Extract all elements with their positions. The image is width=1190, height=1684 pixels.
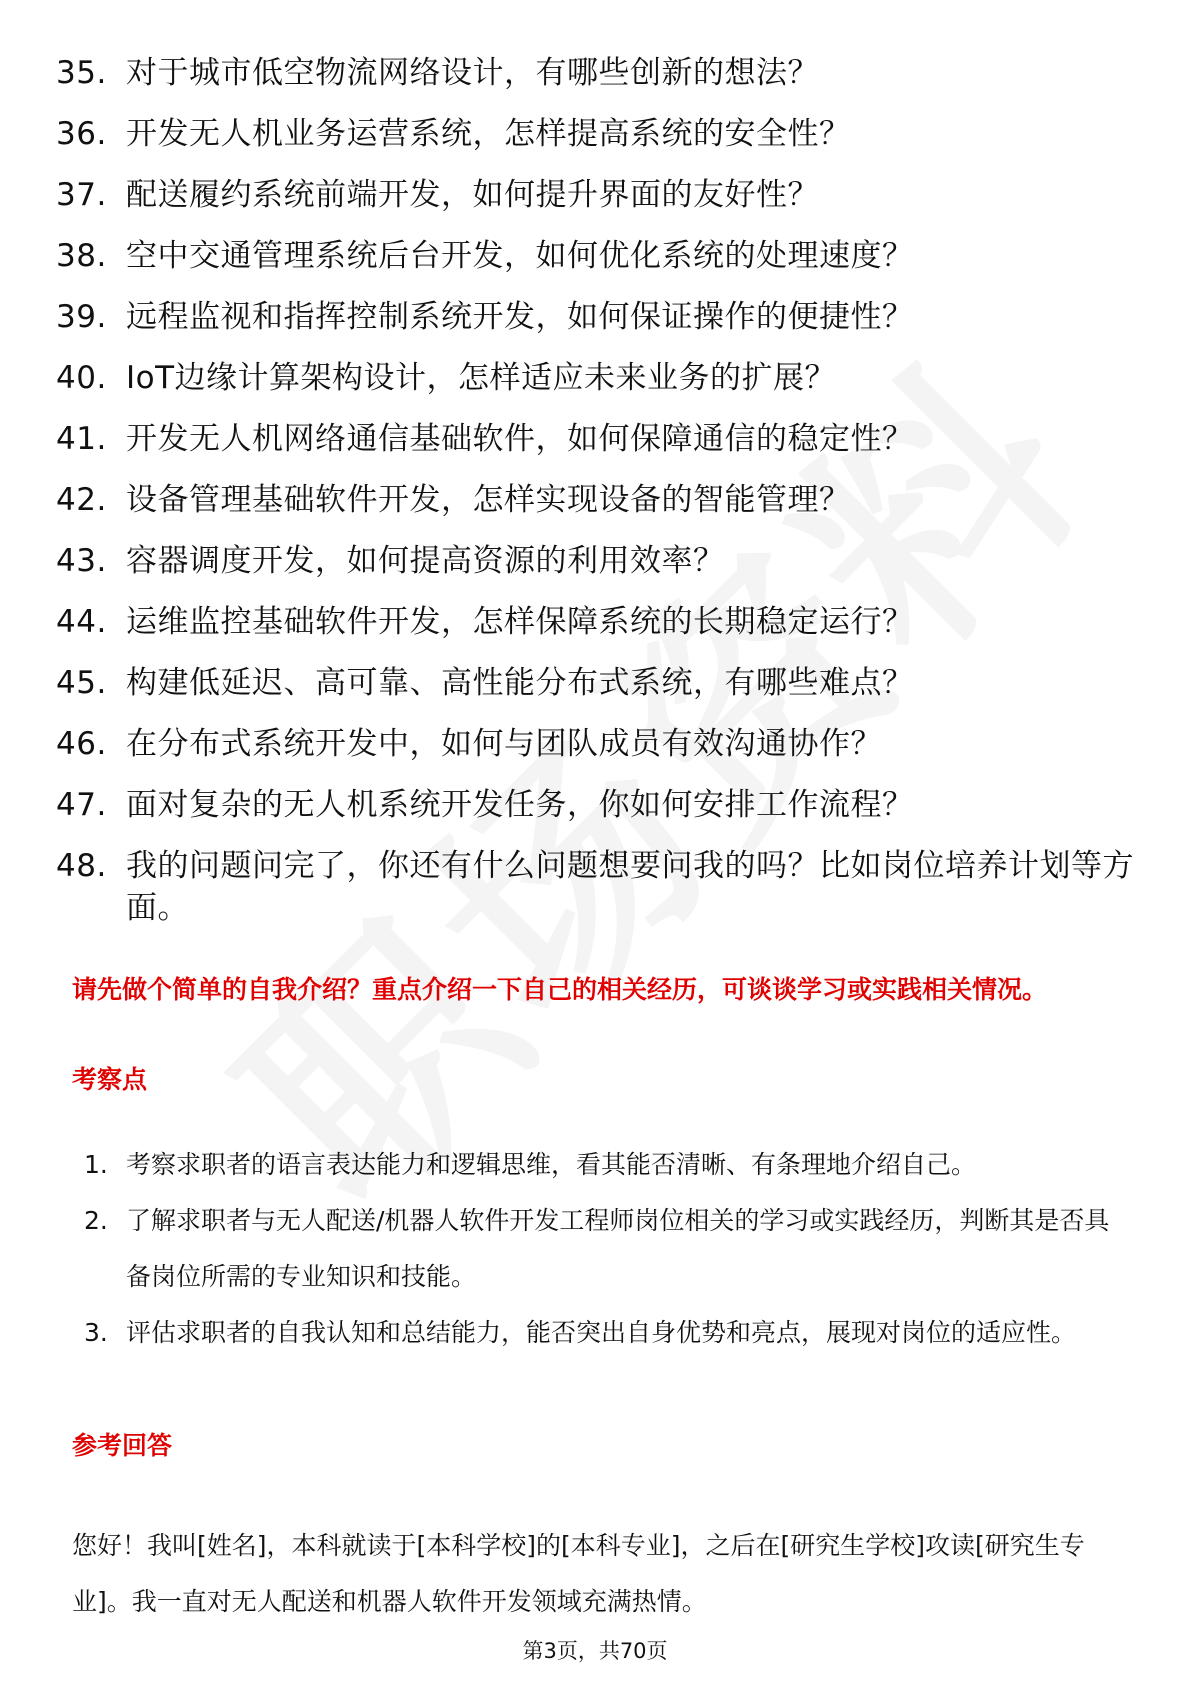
question-text: 在分布式系统开发中，如何与团队成员有效沟通协作？ bbox=[126, 726, 882, 762]
question-item bbox=[56, 662, 1136, 704]
question-number: 45. bbox=[56, 665, 107, 701]
question-item bbox=[56, 723, 1136, 765]
question-text: 面对复杂的无人机系统开发任务，你如何安排工作流程？ bbox=[126, 787, 914, 823]
question-number: 35. bbox=[56, 55, 107, 91]
question-number: 41. bbox=[56, 421, 107, 457]
question-item bbox=[56, 113, 1136, 155]
question-number: 37. bbox=[56, 177, 107, 213]
question-number: 47. bbox=[56, 787, 107, 823]
question-text: 容器调度开发，如何提高资源的利用效率？ bbox=[126, 543, 725, 579]
question-item bbox=[56, 296, 1136, 338]
question-item bbox=[56, 601, 1136, 643]
question-text: IoT边缘计算架构设计，怎样适应未来业务的扩展？ bbox=[126, 360, 837, 396]
question-number: 39. bbox=[56, 299, 107, 335]
question-number: 48. bbox=[56, 848, 107, 884]
section-question-heading: 请先做个简单的自我介绍？重点介绍一下自己的相关经历，可谈谈学习或实践相关情况。 bbox=[72, 975, 1048, 1004]
question-item bbox=[56, 174, 1136, 216]
question-item bbox=[56, 479, 1136, 521]
question-list bbox=[56, 52, 1136, 948]
question-number: 46. bbox=[56, 726, 107, 762]
point-item bbox=[84, 1193, 1124, 1305]
question-item bbox=[56, 418, 1136, 460]
point-number: 2. bbox=[84, 1206, 108, 1235]
question-item bbox=[56, 784, 1136, 826]
points-label: 考察点 bbox=[72, 1065, 148, 1094]
question-text: 空中交通管理系统后台开发，如何优化系统的处理速度？ bbox=[126, 238, 914, 274]
question-text: 开发无人机业务运营系统，怎样提高系统的安全性？ bbox=[126, 116, 851, 152]
answer-paragraph: 您好！我叫[姓名]，本科就读于[本科学校]的[本科专业]，之后在[研究生学校]攻读[研究生专业]。我一直对无人配送和机器人软件开发领域充满热情。 bbox=[72, 1531, 1085, 1616]
points-list bbox=[84, 1137, 1124, 1361]
question-text: 开发无人机网络通信基础软件，如何保障通信的稳定性？ bbox=[126, 421, 914, 457]
question-item bbox=[56, 845, 1136, 929]
question-item bbox=[56, 540, 1136, 582]
question-text: 我的问题问完了，你还有什么问题想要问我的吗？比如岗位培养计划等方面。 bbox=[126, 848, 1134, 926]
question-number: 40. bbox=[56, 360, 107, 396]
question-text: 运维监控基础软件开发，怎样保障系统的长期稳定运行？ bbox=[126, 604, 914, 640]
page-footer: 第3页，共70页 bbox=[522, 1639, 668, 1663]
point-number: 1. bbox=[84, 1150, 108, 1179]
question-number: 43. bbox=[56, 543, 107, 579]
question-number: 38. bbox=[56, 238, 107, 274]
question-number: 44. bbox=[56, 604, 107, 640]
point-text: 评估求职者的自我认知和总结能力，能否突出自身优势和亮点，展现对岗位的适应性。 bbox=[126, 1318, 1077, 1347]
point-text: 了解求职者与无人配送/机器人软件开发工程师岗位相关的学习或实践经历，判断其是否具备岗位所需的专业知识和技能。 bbox=[126, 1206, 1110, 1291]
question-item bbox=[56, 52, 1136, 94]
question-text: 远程监视和指挥控制系统开发，如何保证操作的便捷性？ bbox=[126, 299, 914, 335]
point-text: 考察求职者的语言表达能力和逻辑思维，看其能否清晰、有条理地介绍自己。 bbox=[126, 1150, 977, 1179]
question-text: 构建低延迟、高可靠、高性能分布式系统，有哪些难点？ bbox=[126, 665, 914, 701]
answer-label: 参考回答 bbox=[72, 1431, 173, 1460]
question-text: 设备管理基础软件开发，怎样实现设备的智能管理？ bbox=[126, 482, 851, 518]
question-text: 配送履约系统前端开发，如何提升界面的友好性？ bbox=[126, 177, 819, 213]
question-number: 36. bbox=[56, 116, 107, 152]
point-item bbox=[84, 1305, 1124, 1361]
point-number: 3. bbox=[84, 1318, 108, 1347]
question-number: 42. bbox=[56, 482, 107, 518]
point-item bbox=[84, 1137, 1124, 1193]
question-item bbox=[56, 235, 1136, 277]
question-text: 对于城市低空物流网络设计，有哪些创新的想法？ bbox=[126, 55, 819, 91]
question-item bbox=[56, 357, 1136, 399]
